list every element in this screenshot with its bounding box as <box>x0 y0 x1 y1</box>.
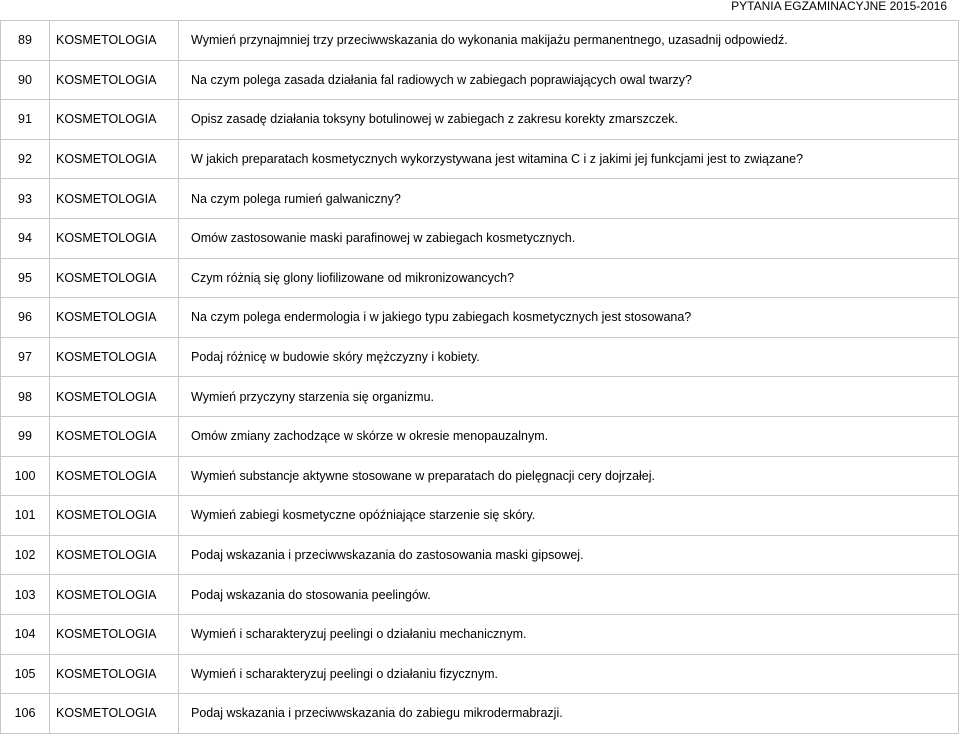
question-text: Podaj wskazania do stosowania peelingów. <box>179 575 959 615</box>
question-text: Wymień i scharakteryzuj peelingi o działaniu mechanicznym. <box>179 614 959 654</box>
question-text: Opisz zasadę działania toksyny botulinowej w zabiegach z zakresu korekty zmarszczek. <box>179 100 959 140</box>
question-number: 89 <box>1 21 50 61</box>
question-number: 103 <box>1 575 50 615</box>
question-text: Wymień zabiegi kosmetyczne opóźniające starzenie się skóry. <box>179 496 959 536</box>
table-row <box>1 416 959 456</box>
question-category: KOSMETOLOGIA <box>50 456 179 496</box>
page-header-title: PYTANIA EGZAMINACYJNE 2015-2016 <box>731 0 947 13</box>
question-category: KOSMETOLOGIA <box>50 575 179 615</box>
questions-table-body <box>1 21 959 734</box>
question-category: KOSMETOLOGIA <box>50 416 179 456</box>
question-text: W jakich preparatach kosmetycznych wykorzystywana jest witamina C i z jakimi jej funkcjami jest to związane? <box>179 139 959 179</box>
question-text: Podaj wskazania i przeciwwskazania do zastosowania maski gipsowej. <box>179 535 959 575</box>
table-row <box>1 535 959 575</box>
table-row <box>1 258 959 298</box>
question-text: Omów zastosowanie maski parafinowej w zabiegach kosmetycznych. <box>179 218 959 258</box>
question-category: KOSMETOLOGIA <box>50 694 179 734</box>
table-row <box>1 60 959 100</box>
question-category: KOSMETOLOGIA <box>50 377 179 417</box>
table-row <box>1 614 959 654</box>
question-number: 104 <box>1 614 50 654</box>
question-number: 102 <box>1 535 50 575</box>
question-category: KOSMETOLOGIA <box>50 535 179 575</box>
table-row <box>1 100 959 140</box>
question-number: 105 <box>1 654 50 694</box>
question-number: 90 <box>1 60 50 100</box>
question-number: 100 <box>1 456 50 496</box>
question-number: 101 <box>1 496 50 536</box>
question-text: Wymień przynajmniej trzy przeciwwskazania do wykonania makijażu permanentnego, uzasadnij odpowiedź. <box>179 21 959 61</box>
question-number: 94 <box>1 218 50 258</box>
table-row <box>1 377 959 417</box>
question-text: Podaj wskazania i przeciwwskazania do zabiegu mikrodermabrazji. <box>179 694 959 734</box>
table-row <box>1 575 959 615</box>
table-row <box>1 496 959 536</box>
question-category: KOSMETOLOGIA <box>50 21 179 61</box>
question-number: 96 <box>1 298 50 338</box>
question-category: KOSMETOLOGIA <box>50 179 179 219</box>
question-text: Podaj różnicę w budowie skóry mężczyzny i kobiety. <box>179 337 959 377</box>
question-category: KOSMETOLOGIA <box>50 258 179 298</box>
table-row <box>1 694 959 734</box>
question-category: KOSMETOLOGIA <box>50 298 179 338</box>
table-row <box>1 218 959 258</box>
question-text: Czym różnią się glony liofilizowane od mikronizowancych? <box>179 258 959 298</box>
table-row <box>1 337 959 377</box>
question-text: Wymień przyczyny starzenia się organizmu. <box>179 377 959 417</box>
question-number: 106 <box>1 694 50 734</box>
question-category: KOSMETOLOGIA <box>50 60 179 100</box>
question-category: KOSMETOLOGIA <box>50 496 179 536</box>
table-row <box>1 456 959 496</box>
question-number: 98 <box>1 377 50 417</box>
questions-table <box>0 20 959 734</box>
question-number: 92 <box>1 139 50 179</box>
question-text: Omów zmiany zachodzące w skórze w okresie menopauzalnym. <box>179 416 959 456</box>
question-number: 95 <box>1 258 50 298</box>
table-row <box>1 654 959 694</box>
table-row <box>1 139 959 179</box>
question-text: Wymień i scharakteryzuj peelingi o działaniu fizycznym. <box>179 654 959 694</box>
question-text: Na czym polega endermologia i w jakiego typu zabiegach kosmetycznych jest stosowana? <box>179 298 959 338</box>
question-number: 93 <box>1 179 50 219</box>
table-row <box>1 21 959 61</box>
question-category: KOSMETOLOGIA <box>50 100 179 140</box>
question-number: 99 <box>1 416 50 456</box>
question-text: Na czym polega rumień galwaniczny? <box>179 179 959 219</box>
question-number: 97 <box>1 337 50 377</box>
question-category: KOSMETOLOGIA <box>50 614 179 654</box>
table-row <box>1 298 959 338</box>
question-text: Wymień substancje aktywne stosowane w preparatach do pielęgnacji cery dojrzałej. <box>179 456 959 496</box>
question-category: KOSMETOLOGIA <box>50 337 179 377</box>
question-number: 91 <box>1 100 50 140</box>
question-category: KOSMETOLOGIA <box>50 139 179 179</box>
question-category: KOSMETOLOGIA <box>50 218 179 258</box>
question-text: Na czym polega zasada działania fal radiowych w zabiegach poprawiających owal twarzy? <box>179 60 959 100</box>
question-category: KOSMETOLOGIA <box>50 654 179 694</box>
table-row <box>1 179 959 219</box>
